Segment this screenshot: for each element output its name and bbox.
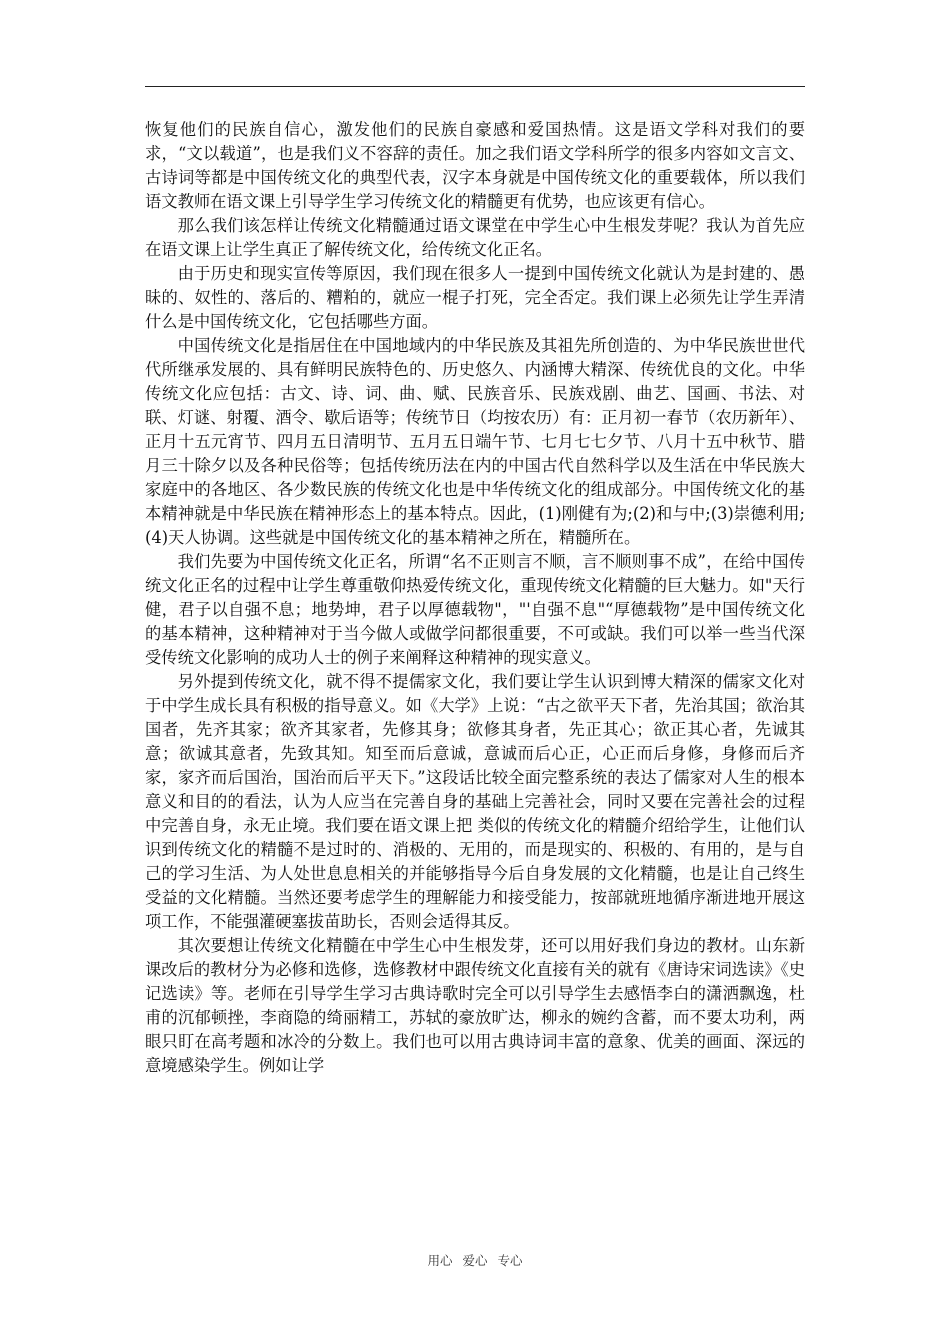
paragraph-4: 中国传统文化是指居住在中国地域内的中华民族及其祖先所创造的、为中华民族世世代代所继承发展的、具有鲜明民族特色的、历史悠久、内涵博大精深、传统优良的文化。中华传统文化应包括：古文、诗、词、曲、赋、民族音乐、民族戏剧、曲艺、国画、书法、对联、灯谜、射覆、酒令、歇后语等；传统节日（均按农历）有：正月初一春节（农历新年）、正月十五元宵节、四月五日清明节、五月五日端午节、七月七七夕节、八月十五中秋节、腊月三十除夕以及各种民俗等；包括传统历法在内的中国古代自然科学以及生活在中华民族大家庭中的各地区、各少数民族的传统文化也是中华传统文化的组成部分。中国传统文化的基本精神就是中华民族在精神形态上的基本特点。因此，(1)刚健有为;(2)和与中;(3)崇德利用;(4)天人协调。这些就是中国传统文化的基本精神之所在，精髓所在。 bbox=[145, 336, 805, 547]
paragraph-2: 那么我们该怎样让传统文化精髓通过语文课堂在中学生心中生根发芽呢？我认为首先应在语文课上让学生真正了解传统文化，给传统文化正名。 bbox=[145, 216, 805, 259]
page-footer: 用心 爱心 专心 bbox=[427, 1253, 523, 1268]
paragraph-1: 恢复他们的民族自信心，激发他们的民族自豪感和爱国热情。这是语文学科对我们的要求，“文以载道”，也是我们义不容辞的责任。加之我们语文学科所学的很多内容如文言文、古诗词等都是中国传统文化的典型代表，汉字本身就是中国传统文化的重要载体，所以我们语文教师在语文课上引导学生学习传统文化的精髓更有优势，也应该更有信心。 bbox=[145, 120, 805, 211]
header-rule bbox=[145, 86, 805, 87]
paragraph-3: 由于历史和现实宣传等原因，我们现在很多人一提到中国传统文化就认为是封建的、愚昧的、奴性的、落后的、糟粕的，就应一棍子打死，完全否定。我们课上必须先让学生弄清什么是中国传统文化，它包括哪些方面。 bbox=[145, 264, 805, 331]
paragraph-5: 我们先要为中国传统文化正名，所谓“名不正则言不顺，言不顺则事不成”，在给中国传统文化正名的过程中让学生尊重敬仰热爱传统文化，重现传统文化精髓的巨大魅力。如"天行健，君子以自强不息；地势坤，君子以厚德载物"，"'自强不息"“厚德载物”是中国传统文化的基本精神，这种精神对于当今做人或做学问都很重要，不可或缺。我们可以举一些当代深受传统文化影响的成功人士的例子来阐释这种精神的现实意义。 bbox=[145, 552, 805, 667]
paragraph-7: 其次要想让传统文化精髓在中学生心中生根发芽，还可以用好我们身边的教材。山东新课改后的教材分为必修和选修，选修教材中跟传统文化直接有关的就有《唐诗宋词选读》《史记选读》等。老师在引导学生学习古典诗歌时完全可以引导学生去感悟李白的潇洒飘逸，杜甫的沉郁顿挫，李商隐的绮丽精工，苏轼的豪放旷达，柳永的婉约含蓄，而不要太功利，两眼只盯在高考题和冰冷的分数上。我们也可以用古典诗词丰富的意象、优美的画面、深远的意境感染学生。例如让学 bbox=[145, 936, 805, 1075]
paragraph-6: 另外提到传统文化，就不得不提儒家文化，我们要让学生认识到博大精深的儒家文化对于中学生成长具有积极的指导意义。如《大学》上说：“古之欲平天下者，先治其国；欲治其国者，先齐其家；欲齐其家者，先修其身；欲修其身者，先正其心；欲正其心者，先诚其意；欲诚其意者，先致其知。知至而后意诚，意诚而后心正，心正而后身修，身修而后齐家，家齐而后国治，国治而后平天下。”这段话比较全面完整系统的表达了儒家对人生的根本意义和目的的看法，认为人应当在完善自身的基础上完善社会，同时又要在完善社会的过程中完善自身，永无止境。我们要在语文课上把 类似的传统文化的精髓介绍给学生，让他们认识到传统文化的精髓不是过时的、消极的、无用的，而是现实的、积极的、有用的，是与自己的学习生活、为人处世息息相关的并能够指导今后自身发展的文化精髓，也是让自己终生受益的文化精髓。当然还要考虑学生的理解能力和接受能力，按部就班地循序渐进地开展这项工作，不能强灌硬塞拔苗助长，否则会适得其反。 bbox=[145, 672, 805, 931]
document-body bbox=[145, 118, 805, 1078]
